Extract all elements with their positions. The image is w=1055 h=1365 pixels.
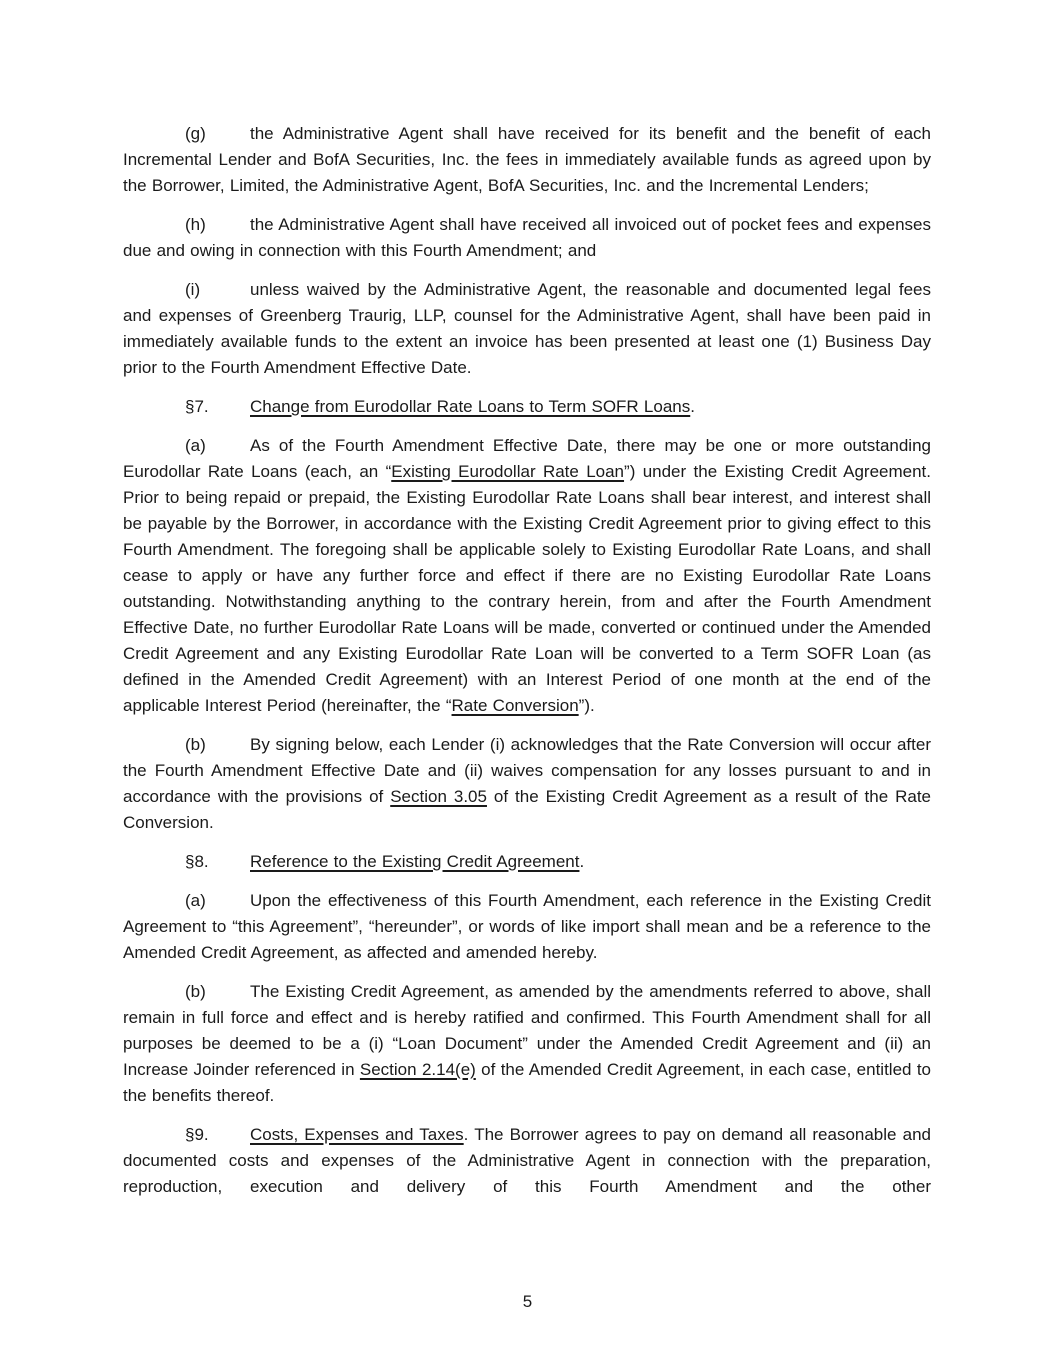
paragraph [123,1122,931,1200]
paragraph-label: (i) [185,280,201,299]
text-run: of the Amended Credit Agreement, in each case, entitled to the benefits thereof. [123,1060,932,1105]
paragraph-label: (g) [185,124,206,143]
underlined-text-run: Reference to the Existing Credit Agreement [250,852,580,871]
underlined-text-run: Rate Conversion [451,696,579,715]
paragraph-label: §9. [185,1125,209,1144]
document-body [123,121,931,1200]
text-run: . [579,852,585,871]
text-run: the Administrative Agent shall have received for its benefit and the benefit of each Incremental Lender and BofA Securities, Inc. the fees in immediately available funds as agreed upon by the Borrower, Limited, the Administrative Agent, BofA Securities, Inc. and the Incremental Lenders; [123,124,931,195]
paragraph-label: (h) [185,215,206,234]
text-run: As of the Fourth Amendment Effective Date, there may be one or more outstanding Eurodollar Rate Loans (each, an “ [123,436,931,481]
paragraph-label: (a) [185,436,206,455]
text-run: The Existing Credit Agreement, as amended by the amendments referred to above, shall remain in full force and effect and is hereby ratified and confirmed. This Fourth Amendment shall for all purposes be deemed to be a (i) “Loan Document” under the Amended Credit Agreement and (ii) an Increase Joinder referenced in [123,982,931,1079]
paragraph [123,732,931,836]
paragraph [123,849,931,875]
text-run: . The Borrower agrees to pay on demand all reasonable and documented costs and expenses of the Administrative Agent in connection with the preparation, reproduction, execution and delivery of this Fourth Amendment and the other [123,1125,931,1196]
paragraph [123,394,931,420]
underlined-text-run: Section 3.05 [390,787,487,806]
paragraph-label: §8. [185,852,209,871]
text-run: ”) under the Existing Credit Agreement. Prior to being repaid or prepaid, the Existing Eurodollar Rate Loans shall bear interest, and interest shall be payable by the Borrower, in accordance with the Existing Credit Agreement prior to giving effect to this Fourth Amendment. The foregoing shall be applicable solely to Existing Eurodollar Rate Loans, and shall cease to apply or have any further force and effect if there are no Existing Eurodollar Rate Loans outstanding. Notwithstanding anything to the contrary herein, from and after the Fourth Amendment Effective Date, no further Eurodollar Rate Loans will be made, converted or continued under the Amended Credit Agreement and any Existing Eurodollar Rate Loan will be converted to a Term SOFR Loan (as defined in the Amended Credit Agreement) with an Interest Period of one month at the end of the applicable Interest Period (hereinafter, the “ [123,462,931,715]
paragraph [123,277,931,381]
text-run: ”). [578,696,595,715]
paragraph [123,888,931,966]
paragraph [123,979,931,1109]
paragraph-label: (b) [185,982,206,1001]
paragraph-label: (a) [185,891,206,910]
page-number: 5 [522,1292,533,1311]
underlined-text-run: Existing Eurodollar Rate Loan [391,462,625,481]
underlined-text-run: Costs, Expenses and Taxes [250,1125,464,1144]
underlined-text-run: Change from Eurodollar Rate Loans to Term SOFR Loans [250,397,691,416]
text-run: of the Existing Credit Agreement as a result of the Rate Conversion. [123,787,932,832]
text-run: By signing below, each Lender (i) acknowledges that the Rate Conversion will occur after the Fourth Amendment Effective Date and (ii) waives compensation for any losses pursuant to and in accordance with the provisions of [123,735,931,806]
text-run: the Administrative Agent shall have received all invoiced out of pocket fees and expenses due and owing in connection with this Fourth Amendment; and [123,215,931,260]
text-run: unless waived by the Administrative Agent, the reasonable and documented legal fees and expenses of Greenberg Traurig, LLP, counsel for the Administrative Agent, shall have been paid in immediately available funds to the extent an invoice has been presented at least one (1) Business Day prior to the Fourth Amendment Effective Date. [123,280,931,377]
paragraph [123,121,931,199]
underlined-text-run: Section 2.14(e) [359,1060,476,1079]
paragraph [123,433,931,719]
paragraph-label: (b) [185,735,206,754]
paragraph-label: §7. [185,397,209,416]
text-run: Upon the effectiveness of this Fourth Amendment, each reference in the Existing Credit Agreement to “this Agreement”, “hereunder”, or words of like import shall mean and be a reference to the Amended Credit Agreement, as affected and amended hereby. [123,891,931,962]
text-run: . [690,397,695,416]
paragraph [123,212,931,264]
